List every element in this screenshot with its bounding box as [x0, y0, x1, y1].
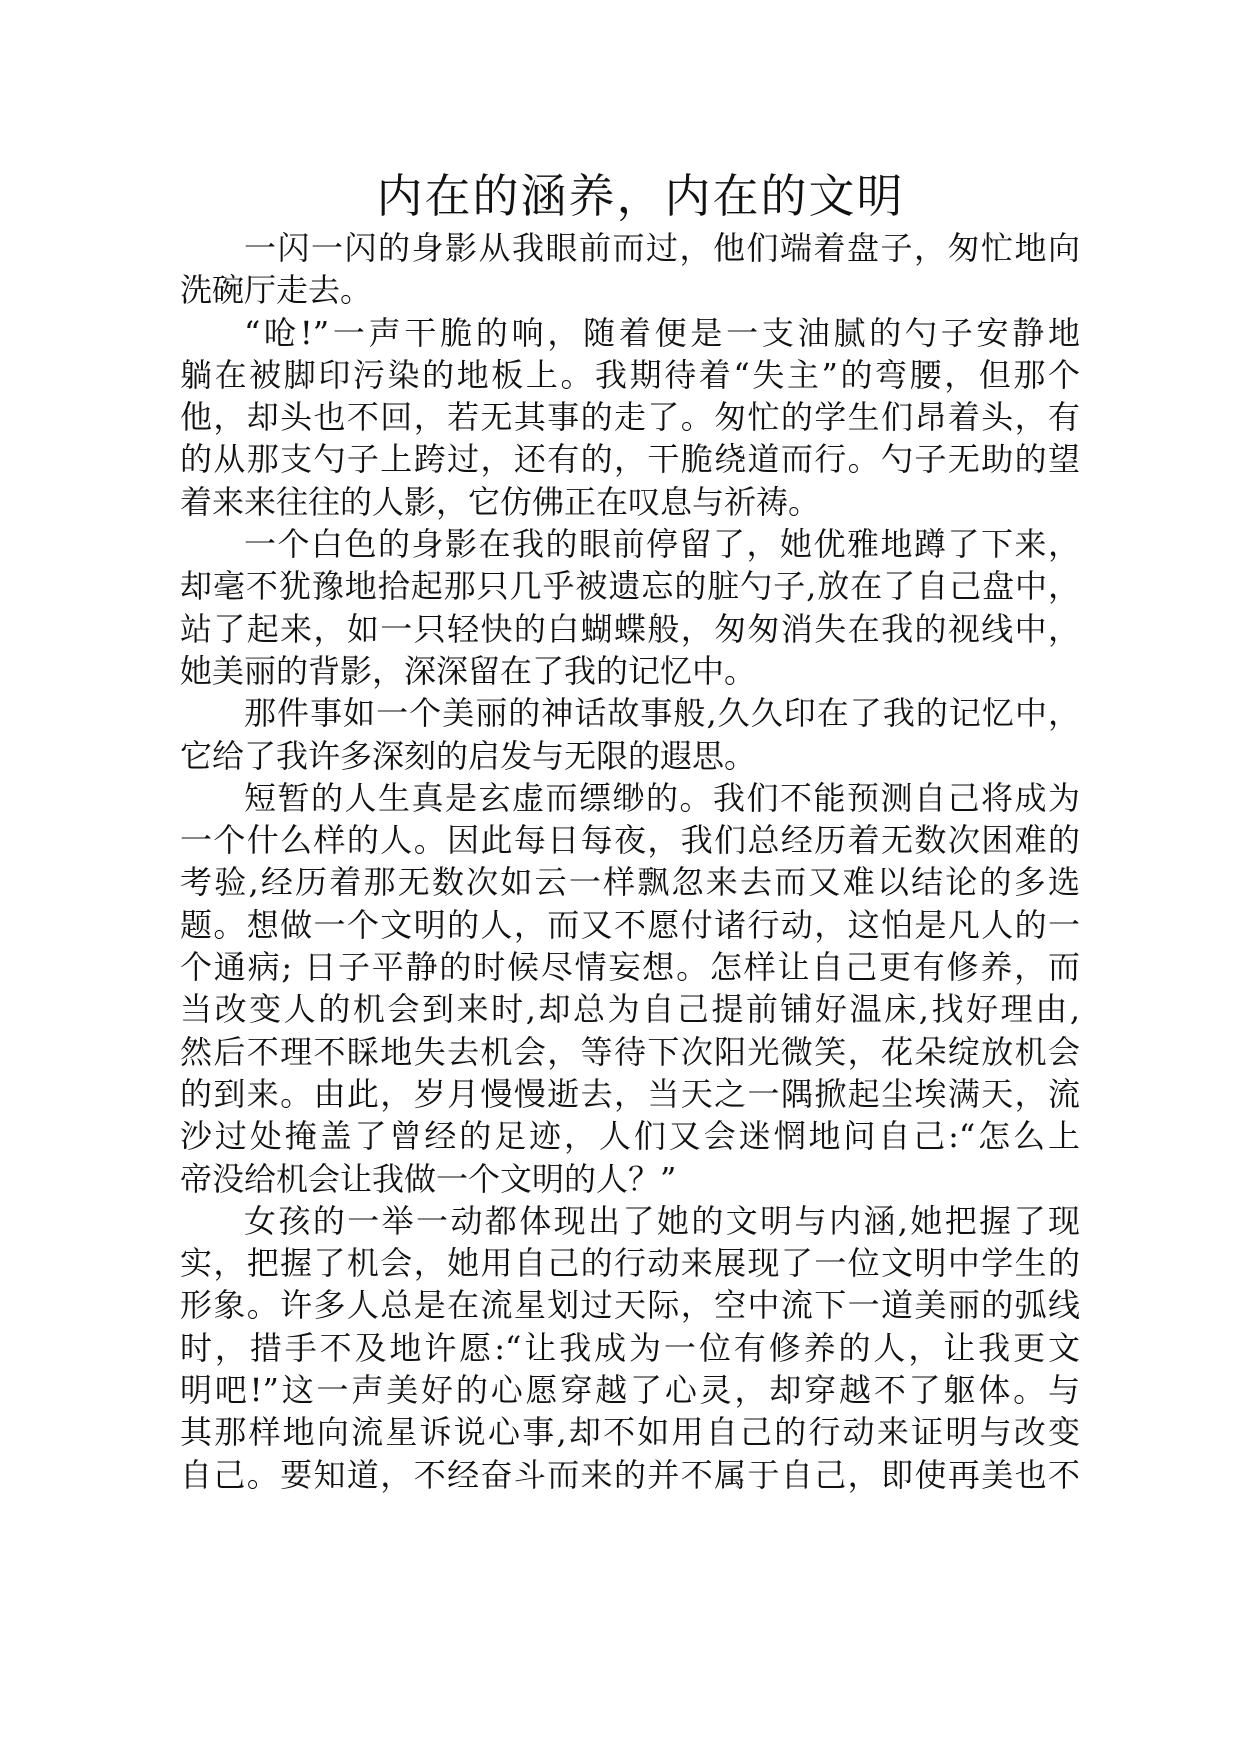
paragraph-line: 他，却头也不回，若无其事的走了。匆忙的学生们昂着头，有	[180, 398, 1080, 437]
paragraph-line: 却毫不犹豫地拾起那只几乎被遗忘的脏勺子,放在了自己盘中，	[180, 567, 1080, 606]
paragraph-line: 躺在被脚印污染的地板上。我期待着“失主”的弯腰，但那个	[180, 355, 1080, 394]
paragraph-line: 它给了我许多深刻的启发与无限的遐思。	[180, 736, 757, 775]
paragraph-line: 当改变人的机会到来时,却总为自己提前铺好温床,找好理由,	[180, 990, 1080, 1029]
paragraph	[180, 1200, 1080, 1496]
paragraph-line: 的从那支勺子上跨过，还有的，干脆绕道而行。勺子无助的望	[180, 440, 1080, 479]
paragraph-line: 沙过处掩盖了曾经的足迹，人们又会迷惘地问自己:“怎么上	[180, 1117, 1080, 1156]
paragraph-line: 的到来。由此，岁月慢慢逝去，当天之一隅掀起尘埃满天，流	[180, 1074, 1080, 1113]
paragraph-line: 她美丽的背影，深深留在了我的记忆中。	[180, 651, 757, 690]
paragraph	[180, 312, 1080, 523]
paragraph-line: 形象。许多人总是在流星划过天际，空中流下一道美丽的弧线	[180, 1286, 1080, 1325]
paragraph-line: 一闪一闪的身影从我眼前而过，他们端着盘子，匆忙地向	[244, 229, 1080, 267]
paragraph-line: “呛!”一声干脆的响，随着便是一支油腻的勺子安静地	[244, 313, 1080, 352]
paragraph	[180, 777, 1080, 1200]
paragraph	[180, 227, 1080, 312]
paragraph-line: 着来来往往的人影，它仿佛正在叹息与祈祷。	[180, 482, 821, 521]
document-title: 内在的涵养，内在的文明	[376, 169, 905, 223]
paragraph-line: 那件事如一个美丽的神话故事般,久久印在了我的记忆中，	[244, 694, 1080, 733]
paragraph-line: 题。想做一个文明的人，而又不愿付诸行动，这怕是凡人的一	[180, 905, 1080, 944]
paragraph-line: 站了起来，如一只轻快的白蝴蝶般，匆匆消失在我的视线中，	[180, 609, 1080, 648]
paragraph-line: 帝没给机会让我做一个文明的人？”	[180, 1159, 677, 1198]
paragraph-line: 自己。要知道，不经奋斗而来的并不属于自己，即使再美也不	[180, 1455, 1080, 1494]
paragraph-line: 实，把握了机会，她用自己的行动来展现了一位文明中学生的	[180, 1244, 1080, 1283]
paragraph-line: 明吧!”这一声美好的心愿穿越了心灵，却穿越不了躯体。与	[180, 1371, 1080, 1410]
paragraph-line: 然后不理不睬地失去机会，等待下次阳光微笑，花朵绽放机会	[180, 1032, 1080, 1071]
paragraph-line: 时，措手不及地许愿:“让我成为一位有修养的人，让我更文	[180, 1328, 1080, 1367]
paragraph-line: 女孩的一举一动都体现出了她的文明与内涵,她把握了现	[244, 1201, 1080, 1240]
document-body	[180, 227, 1080, 1496]
paragraph-line: 其那样地向流星诉说心事,却不如用自己的行动来证明与改变	[180, 1413, 1080, 1452]
paragraph-line: 一个什么样的人。因此每日每夜，我们总经历着无数次困难的	[180, 821, 1080, 860]
paragraph-line: 考验,经历着那无数次如云一样飘忽来去而又难以结论的多选	[180, 863, 1080, 902]
paragraph-line: 个通病; 日子平静的时候尽情妄想。怎样让自己更有修养，而	[180, 948, 1080, 987]
paragraph-line: 洗碗厅走去。	[180, 271, 373, 310]
paragraph	[180, 692, 1080, 777]
paragraph	[180, 523, 1080, 692]
paragraph-line: 短暂的人生真是玄虚而缥缈的。我们不能预测自己将成为	[244, 778, 1080, 817]
paragraph-line: 一个白色的身影在我的眼前停留了，她优雅地蹲了下来，	[244, 525, 1080, 564]
